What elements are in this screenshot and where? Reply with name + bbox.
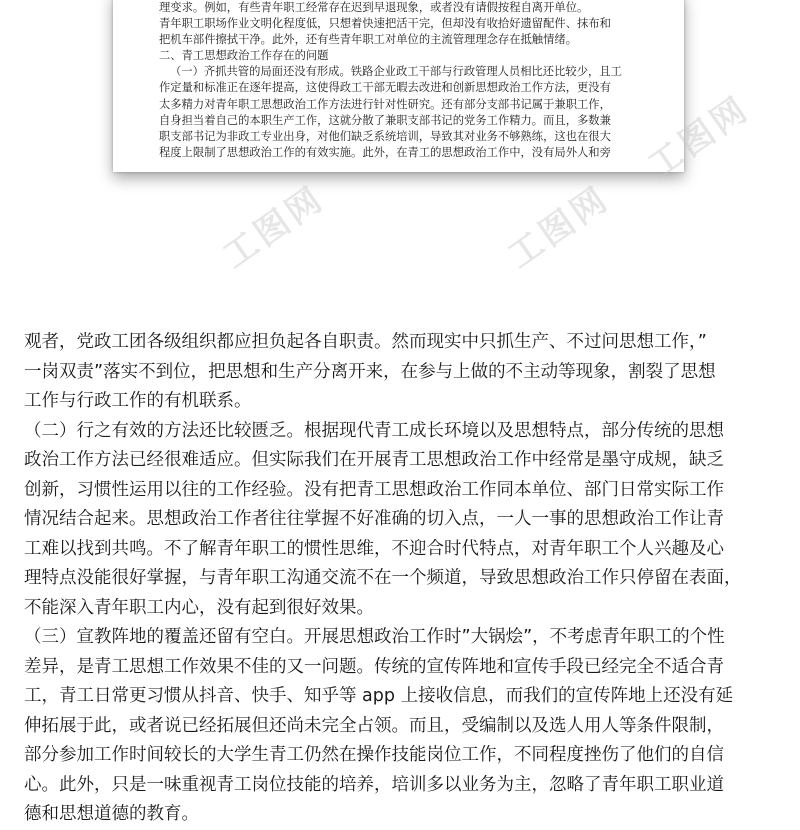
- preview-line: 程度上限制了思想政治工作的有效实施。此外，在青工的思想政治工作中，没有局外人和旁: [159, 145, 611, 159]
- body-line: 部分参加工作时间较长的大学生青工仍然在操作技能岗位工作，不同程度挫伤了他们的自信: [24, 745, 724, 765]
- document-body-text: [24, 328, 784, 830]
- preview-line: 职支部书记为非政工专业出身，对他们缺乏系统培训，导致其对业务不够熟练，这也在很大: [159, 129, 611, 143]
- body-line: （三）宣教阵地的覆盖还留有空白。开展思想政治工作时”大锅烩”，不考虑青年职工的个性: [24, 627, 725, 647]
- body-line: 差异，是青工思想工作效果不佳的又一问题。传统的宣传阵地和宣传手段已经完全不适合青: [24, 656, 724, 677]
- body-line: 心。此外，只是一味重视青工岗位技能的培养，培训多以业务为主，忽略了青年职工职业道: [24, 774, 724, 795]
- body-line: 观者，党政工团各级组织都应担负起各自职责。然而现实中只抓生产、不过问思想工作，”: [24, 332, 707, 352]
- body-line: 情况结合起来。思想政治工作者往往掌握不好准确的切入点，一人一事的思想政治工作让青: [24, 509, 724, 529]
- body-line: 德和思想道德的教育。: [24, 804, 199, 824]
- body-line: 工，青工日常更习惯从抖音、快手、知乎等 app 上接收信息，而我们的宣传阵地上还没有延: [24, 686, 734, 706]
- watermark: 工图网: [640, 88, 758, 187]
- preview-line: 青年职工职场作业文明化程度低，只想着快速把活干完，但却没有收拾好遗留配件、抹布和: [159, 17, 611, 31]
- preview-line: （一）齐抓共管的局面还没有形成。铁路企业政工干部与行政管理人员相比还比较少，且工: [170, 65, 622, 79]
- body-line: （二）行之有效的方法还比较匮乏。根据现代青工成长环境以及思想特点，部分传统的思想: [24, 420, 724, 441]
- preview-line: 太多精力对青年职工思想政治工作方法进行针对性研究。还有部分支部书记属于兼职工作，: [159, 97, 611, 111]
- body-line: 创新，习惯性运用以往的工作经验。没有把青工思想政治工作同本单位、部门日常实际工作: [24, 479, 724, 500]
- preview-line: 自身担当着自己的本职生产工作，这就分散了兼职支部书记的党务工作精力。而且，多数兼: [159, 113, 611, 127]
- body-line: 伸拓展于此，或者说已经拓展但还尚未完全占领。而且，受编制以及选人用人等条件限制，: [24, 715, 724, 736]
- body-line: 一岗双责”落实不到位，把思想和生产分离开来，在参与上做的不主动等现象，割裂了思想: [24, 361, 716, 382]
- preview-section-heading: 二、青工思想政治工作存在的问题: [159, 49, 329, 63]
- document-preview-area: [0, 0, 800, 300]
- body-line: 不能深入青年职工内心，没有起到很好效果。: [24, 597, 374, 618]
- body-line: 政治工作方法已经很难适应。但实际我们在开展青工思想政治工作中经常是墨守成规，缺乏: [24, 450, 724, 470]
- body-line: 理特点没能很好掌握，与青年职工沟通交流不在一个频道，导致思想政治工作只停留在表面，: [24, 568, 742, 588]
- body-line: 工难以找到共鸣。不了解青年职工的惯性思维，不迎合时代特点，对青年职工个人兴趣及心: [24, 538, 724, 559]
- preview-text-block: [159, 0, 659, 161]
- body-line: 工作与行政工作的有机联系。: [24, 391, 252, 411]
- document-page-thumbnail: [113, 0, 684, 172]
- preview-line: 理变求。例如，有些青年职工经常存在迟到早退现象，或者没有请假按程自离开单位。: [159, 1, 589, 14]
- watermark: 工图网: [215, 178, 333, 277]
- preview-line: 作定量和标准正在逐年提高，这使得政工干部无暇去改进和创新思想政治工作方法，更没有: [159, 81, 611, 95]
- watermark: 工图网: [500, 178, 618, 277]
- preview-line: 把机车部件擦拭干净。此外，还有些青年职工对单位的主流管理理念存在抵触情绪。: [159, 33, 577, 47]
